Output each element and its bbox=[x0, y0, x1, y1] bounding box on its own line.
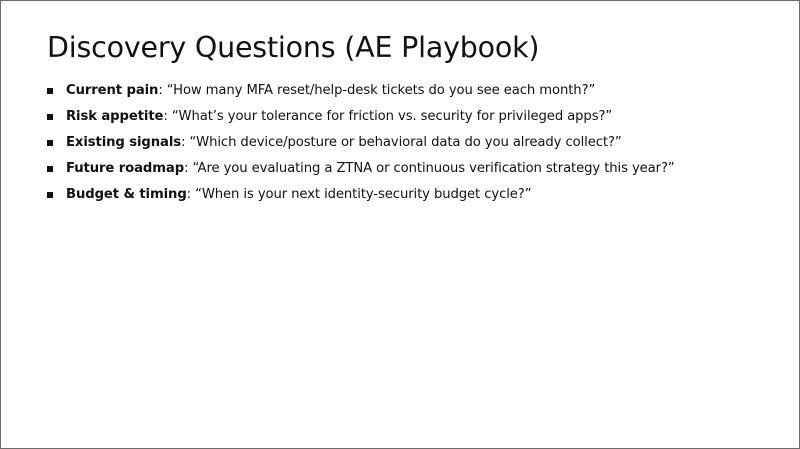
bullet-separator: : bbox=[184, 161, 193, 176]
bullet-term: Current pain bbox=[66, 83, 159, 98]
bullet-existing-signals bbox=[47, 133, 675, 159]
square-bullet-icon bbox=[47, 192, 53, 198]
bullet-question: “Which device/posture or behavioral data do you already collect?” bbox=[189, 135, 622, 150]
bullet-question: “How many MFA reset/help-desk tickets do you see each month?” bbox=[166, 83, 596, 98]
slide-title: Discovery Questions (AE Playbook) bbox=[47, 31, 540, 64]
bullet-term: Risk appetite bbox=[66, 109, 164, 124]
bullet-question: “What’s your tolerance for friction vs. security for privileged apps?” bbox=[171, 109, 613, 124]
bullet-question: “Are you evaluating a ZTNA or continuous verification strategy this year?” bbox=[192, 161, 675, 176]
bullet-question: “When is your next identity-security budget cycle?” bbox=[195, 187, 532, 202]
bullet-current-pain bbox=[47, 81, 675, 107]
square-bullet-icon bbox=[47, 114, 53, 120]
bullet-future-roadmap bbox=[47, 159, 675, 185]
square-bullet-icon bbox=[47, 166, 53, 172]
bullet-term: Existing signals bbox=[66, 135, 181, 150]
bullet-risk-appetite bbox=[47, 107, 675, 133]
bullet-term: Future roadmap bbox=[66, 161, 185, 176]
bullet-budget-timing bbox=[47, 185, 675, 211]
square-bullet-icon bbox=[47, 140, 53, 146]
bullet-separator: : bbox=[186, 187, 196, 202]
bullet-separator: : bbox=[181, 135, 190, 150]
square-bullet-icon bbox=[47, 88, 53, 94]
bullet-separator: : bbox=[163, 109, 172, 124]
bullet-separator: : bbox=[158, 83, 167, 98]
bullet-term: Budget & timing bbox=[66, 187, 187, 202]
bullet-list bbox=[47, 81, 675, 211]
